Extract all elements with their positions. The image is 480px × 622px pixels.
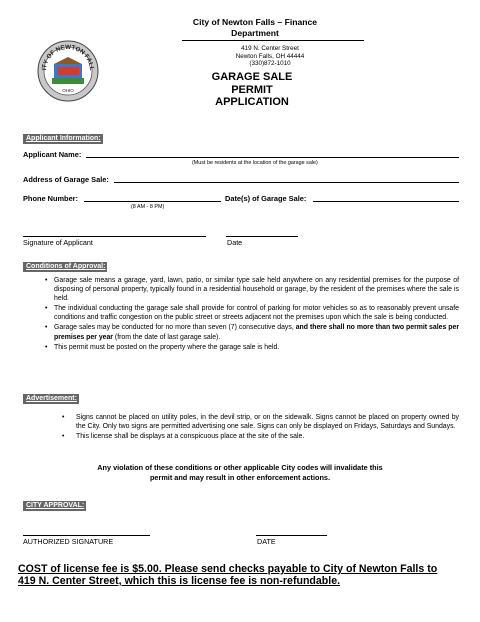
- phone-number-field[interactable]: [84, 201, 221, 202]
- condition-item-3: • Garage sales may be conducted for no more than seven (7) consecutive days, and there shall no more than two permit sales per premises per year (from the date of last garage sale).: [45, 324, 460, 341]
- phone-number-label: Phone Number:: [23, 194, 79, 203]
- city-approval-section-label: CITY APPROVAL:: [23, 501, 86, 511]
- phone-number-note: (8 AM - 8 PM): [131, 204, 165, 210]
- form-title: [192, 71, 312, 109]
- conditions-section-label: Conditions of Approval:: [23, 262, 107, 272]
- address-street: 419 N. Center Street: [241, 45, 299, 52]
- form-title-line-2: PERMIT: [231, 83, 273, 96]
- department-name: City of Newton Falls – Finance Department: [192, 17, 318, 38]
- conditions-list: [45, 276, 459, 353]
- address-phone: (330)872-1010: [249, 60, 291, 68]
- city-seal-logo: [37, 40, 99, 102]
- authorized-signature-field[interactable]: [23, 535, 150, 536]
- department-address: [210, 45, 330, 68]
- applicant-date-label: Date: [227, 238, 243, 247]
- header-divider: [182, 40, 364, 41]
- svg-text:OHIO: OHIO: [62, 88, 74, 93]
- license-fee-line-1: COST of license fee is $5.00. Please send checks payable to City of Newton Falls to: [18, 563, 438, 575]
- condition-item-1: • Garage sale means a garage, yard, lawn, patio, or similar type sale held anywhere on any residential premises for the purpose of disposing of personal property, typically found in a residential household or garage, by the resident of the premises where the sale is held.: [45, 277, 459, 303]
- form-title-line-3: APPLICATION: [215, 96, 289, 108]
- garage-sale-address-label: Address of Garage Sale:: [23, 175, 109, 184]
- approval-date-field[interactable]: [256, 535, 327, 536]
- applicant-name-field[interactable]: [86, 157, 459, 158]
- form-title-line-1: GARAGE SALE: [211, 71, 293, 83]
- advertisement-section-label: Advertisement:: [23, 394, 79, 404]
- applicant-section-label: Applicant Information:: [23, 134, 103, 144]
- license-fee-line-2: 419 N. Center Street, which this is license fee is non-refundable.: [18, 575, 341, 587]
- advertisement-list: [62, 413, 459, 442]
- approval-date-label: DATE: [257, 537, 276, 546]
- sale-dates-label: Date(s) of Garage Sale:: [225, 194, 307, 203]
- license-fee-notice: [18, 563, 468, 587]
- condition-item-4: • This permit must be posted on the property where the garage sale is held.: [45, 343, 280, 351]
- svg-text:CITY OF NEWTON FALLS: ITY OF NEWTON FALL: [41, 43, 96, 71]
- applicant-signature-field[interactable]: [23, 236, 206, 237]
- condition-item-2: • The individual conducting the garage sale shall provide for control of parking for motor vehicles so as to reasonably prevent unsafe conditions and traffic congestion on the public street or streets adjacent not the premises upon which the sale is being conducted.: [45, 305, 459, 322]
- applicant-name-note: (Must be residents at the location of the garage sale): [192, 160, 318, 166]
- violation-warning-line-1: Any violation of these conditions or other applicable City codes will invalidate this: [97, 463, 383, 472]
- applicant-signature-label: Signature of Applicant: [23, 238, 93, 247]
- authorized-signature-label: AUTHORIZED SIGNATURE: [23, 537, 114, 546]
- applicant-date-field[interactable]: [226, 236, 298, 237]
- advertisement-item-1: • Signs cannot be placed on utility poles, in the devil strip, or on the sidewalk. Signs cannot be placed on property owned by the City. Only two signs are permitted advertising one sale. Signs can only be displayed on Fridays, Saturdays and Sundays.: [62, 414, 459, 431]
- violation-warning-line-2: permit and may result in other enforcement actions.: [149, 473, 331, 482]
- address-city: Newton Falls, OH 44444: [235, 52, 305, 60]
- garage-sale-address-field[interactable]: [114, 182, 459, 183]
- advertisement-item-2: • This license shall be displays at a conspicuous place at the site of the sale.: [62, 433, 305, 441]
- applicant-name-label: Applicant Name:: [23, 150, 82, 159]
- violation-warning: [60, 463, 420, 483]
- sale-dates-field[interactable]: [313, 201, 459, 202]
